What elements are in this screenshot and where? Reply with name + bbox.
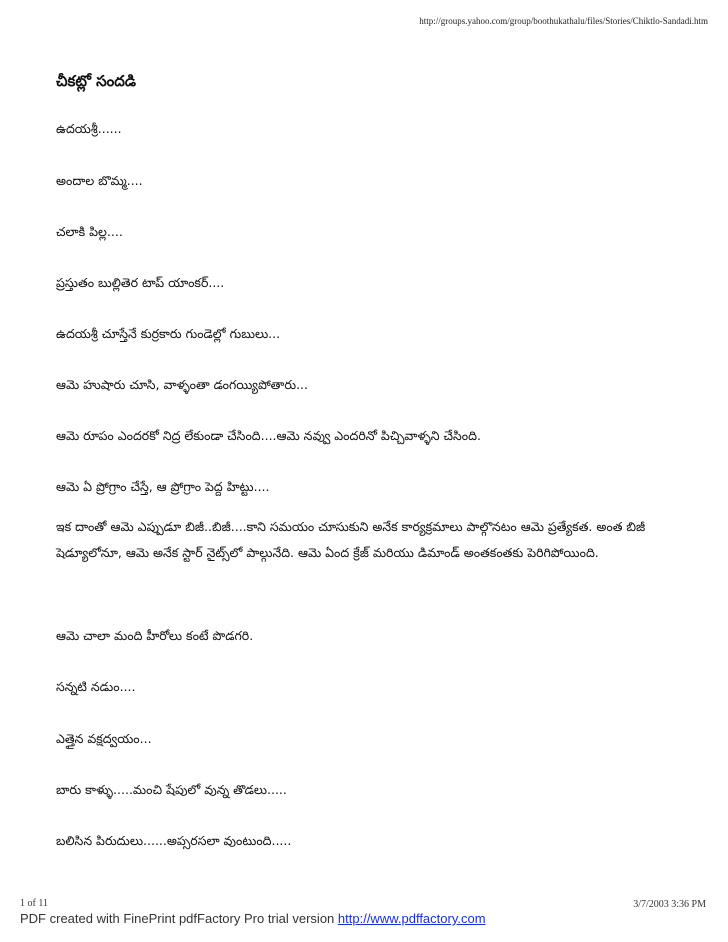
story-paragraph: అందాల బొమ్మ.... [56,173,143,188]
story-paragraph: సన్నటి నడుం.... [56,679,136,694]
story-paragraph: ఉదయశ్రీ...... [56,121,122,136]
story-paragraph: ఆమె చాలా మంది హీరోలు కంటే పొడగరి. [56,628,254,643]
story-paragraph: ఎత్తైన వక్షద్వయం... [56,731,152,746]
pdf-footer [20,911,486,926]
story-paragraph: ఉదయశ్రీ చూస్తేనే కుర్రకారు గుండెల్లో గుబులు... [56,326,281,341]
story-paragraph: చలాకి పిల్ల.... [56,224,123,239]
story-paragraph: ఆమె ఏ ప్రోగ్రాం చేస్తే, ఆ ప్రోగ్రాం పెద్ద హిట్టు.... [56,479,270,494]
print-timestamp: 3/7/2003 3:36 PM [633,899,706,910]
story-paragraph: ఆమె రూపం ఎందరకో నిద్ర లేకుండా చేసింది....ఆమె నవ్వు ఎందరినో పిచ్చివాళ్ళని చేసింది. [56,428,481,443]
story-title: చీకట్లో సందడి [56,72,136,90]
pdf-notice-text: PDF created with FinePrint pdfFactory Pro trial version [20,911,335,926]
page-url-header: http://groups.yahoo.com/group/boothukathalu/files/Stories/Chiktlo-Sandadi.htm [419,16,708,26]
story-paragraph: ప్రస్తుతం బుల్లితెర టాప్ యాంకర్.... [56,275,225,290]
story-paragraph: ఆమె హుషారు చూసి, వాళ్ళంతా డంగయ్యిపోతారు... [56,377,308,392]
page-number: 1 of 11 [20,898,48,909]
pdffactory-link[interactable]: http://www.pdffactory.com [337,911,486,926]
story-paragraph: బారు కాళ్ళు.....మంచి షేపులో వున్న తొడలు..... [56,782,287,797]
story-paragraph: ఇక దాంతో ఆమె ఎప్పుడూ బిజీ..బిజీ....కాని సమయం చూసుకుని అనేక కార్యక్రమాలు పాల్గొనటం ఆమె ప్రత్యేకత. అంత బిజీ షెడ్యూలోనూ, ఆమె అనేక స్టార్ నైట్స్‌లో పాల్గునేది. ఆమె ఏంద క్రేజ్ మరియు డిమాండ్ అంతకంతకు పెరిగిపోయింది. [56,519,646,560]
story-paragraph: బలిసిన పిరుదులు......అప్సరసలా వుంటుంది..... [56,833,292,848]
